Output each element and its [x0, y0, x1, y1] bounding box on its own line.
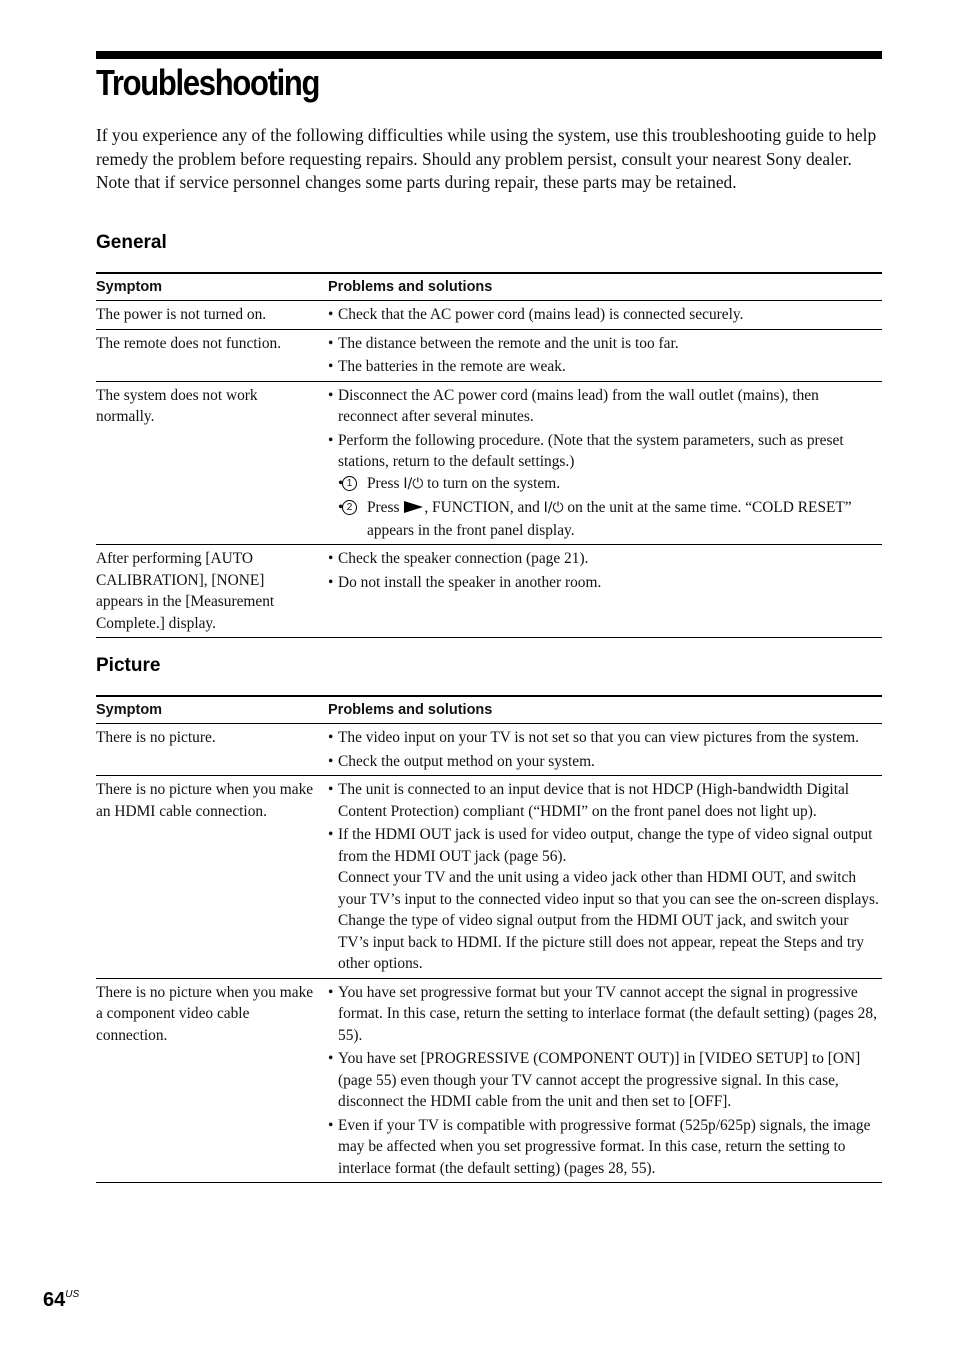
step-number-icon: • 1 [342, 476, 357, 491]
section-heading-general: General [96, 232, 167, 253]
page-number [43, 1283, 79, 1312]
table-row [96, 978, 882, 1183]
solution-item: • Check the output method on your system. [328, 751, 882, 773]
step-text: to turn on the system. [423, 474, 561, 492]
picture-table [96, 695, 882, 1183]
power-standby-icon: I/⏻ [403, 475, 424, 492]
solution-item: • You have set progressive format but your TV cannot accept the signal in progressive format. In this case, return the setting to interlace format (the default setting) (pages 28, 55). [328, 982, 882, 1047]
title-rule [96, 51, 882, 59]
play-icon [404, 501, 423, 513]
table-header-row [96, 696, 882, 724]
symptom-cell: There is no picture. [96, 724, 328, 776]
solution-item: • The distance between the remote and the unit is too far. [328, 333, 882, 355]
intro-note: Note that if service personnel changes some parts during repair, these parts may be retained. [96, 172, 737, 192]
column-header-solutions: Problems and solutions [328, 696, 882, 724]
procedure-steps [338, 473, 882, 542]
solution-item [328, 824, 882, 975]
solution-item: • Do not install the speaker in another room. [328, 572, 882, 594]
page-number-value: 64 [43, 1289, 66, 1311]
symptom-cell: There is no picture when you make a component video cable connection. [96, 978, 328, 1183]
solution-item: • The unit is connected to an input device that is not HDCP (High-bandwidth Digital Content Protection) compliant (“HDMI” on the front panel does not light up). [328, 779, 882, 822]
page-number-suffix: US [65, 1289, 80, 1300]
solution-continuation: Connect your TV and the unit using a video jack other than HDMI OUT, and switch your TV’s input to the connected video input so that you can see the on-screen displays. Change the type of video signal output from the HDMI OUT jack, and switch your TV’s input back to HDMI. If the picture still does not appear, repeat the Steps and try other options. [338, 869, 879, 972]
solution-text: If the HDMI OUT jack is used for video output, change the type of video signal output from the HDMI OUT jack (page 56). [338, 826, 873, 865]
column-header-symptom: Symptom [96, 273, 328, 301]
section-heading-picture: Picture [96, 655, 161, 676]
page-title: Troubleshooting [96, 62, 320, 103]
table-row [96, 329, 882, 381]
symptom-cell: The remote does not function. [96, 329, 328, 381]
table-row [96, 301, 882, 330]
solution-item [328, 430, 882, 542]
intro-text [96, 124, 886, 195]
solution-cell [328, 329, 882, 381]
table-row [96, 545, 882, 638]
solution-cell [328, 776, 882, 979]
intro-paragraph: If you experience any of the following difficulties while using the system, use this troubleshooting guide to help remedy the problem before requesting repairs. Should any problem persist, consult your nearest Sony dealer. [96, 125, 877, 169]
solution-cell [328, 978, 882, 1183]
step-text: Press [367, 499, 404, 516]
solution-item: • Check the speaker connection (page 21). [328, 548, 882, 570]
solution-item: • Disconnect the AC power cord (mains lead) from the wall outlet (mains), then reconnect after several minutes. [328, 385, 882, 428]
step-number-icon: • 2 [342, 500, 357, 515]
power-standby-icon: I/⏻ [543, 500, 564, 516]
table-row [96, 381, 882, 545]
solution-item: • The video input on your TV is not set so that you can view pictures from the system. [328, 727, 882, 749]
solution-item: • You have set [PROGRESSIVE (COMPONENT OUT)] in [VIDEO SETUP] to [ON] (page 55) even though your TV cannot accept the progressive signal. In this case, disconnect the HDMI cable from the unit and then set to [OFF]. [328, 1048, 882, 1113]
symptom-cell: The power is not turned on. [96, 301, 328, 330]
table-row [96, 776, 882, 979]
column-header-symptom: Symptom [96, 696, 328, 724]
symptom-cell: After performing [AUTO CALIBRATION], [NONE] appears in the [Measurement Complete.] display. [96, 545, 328, 638]
symptom-cell: The system does not work normally. [96, 381, 328, 545]
step-text: on the unit at the same time. “COLD RESET” appears in the front panel display. [367, 499, 852, 539]
procedure-step [338, 497, 882, 541]
procedure-step [338, 473, 882, 496]
solution-text: Perform the following procedure. (Note that the system parameters, such as preset stations, return to the default settings.) [338, 431, 844, 470]
solution-cell [328, 381, 882, 545]
general-table [96, 272, 882, 638]
solution-item: • Even if your TV is compatible with progressive format (525p/625p) signals, the image may be affected when you set progressive format. In this case, return the setting to interlace format (the default setting) (pages 28, 55). [328, 1115, 882, 1180]
table-row [96, 724, 882, 776]
symptom-cell: There is no picture when you make an HDMI cable connection. [96, 776, 328, 979]
solution-item: • The batteries in the remote are weak. [328, 356, 882, 378]
column-header-solutions: Problems and solutions [328, 273, 882, 301]
solution-cell [328, 724, 882, 776]
table-header-row [96, 273, 882, 301]
step-text: , FUNCTION, and [424, 499, 544, 516]
solution-cell [328, 301, 882, 330]
solution-item: • Check that the AC power cord (mains lead) is connected securely. [328, 304, 882, 326]
solution-cell [328, 545, 882, 638]
step-text: Press [367, 474, 404, 492]
